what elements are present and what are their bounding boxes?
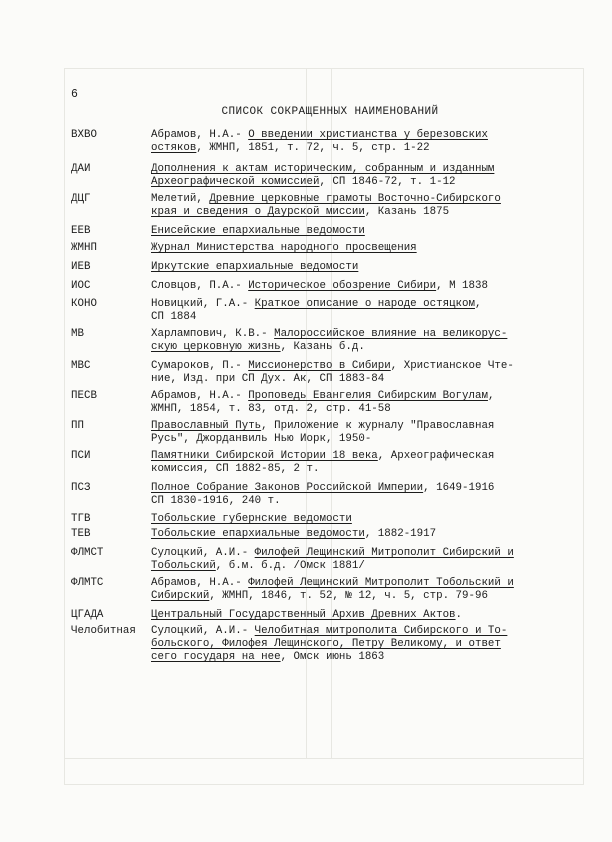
description-line [151,193,561,206]
citation-text: ние, Изд. при СП Дух. Ак, СП 1883-84 [151,373,385,385]
citation-text: . [455,609,463,621]
description-line [151,225,561,238]
description-line [151,433,561,446]
description-line [151,311,561,324]
abbreviation: МВС [71,360,91,372]
citation-text: Сулоцкий, А.И.- [151,547,255,559]
citation-text: Русь", Джорданвиль Нью Иорк, 1950- [151,433,372,445]
description-line [151,206,561,219]
abbreviation: ДЦГ [71,193,91,205]
citation-text: , СП 1846-72, т. 1-12 [319,176,456,188]
citation-text: , ЖМНП, 1851, т. 72, ч. 5, стр. 1-22 [196,142,430,154]
abbreviation: ФЛМСТ [71,547,104,559]
citation-text: , Казань б.д. [280,341,365,353]
abbreviation: ПСИ [71,450,91,462]
abbreviation-description [151,129,561,155]
description-line [151,373,561,386]
title-text: края и сведения о Даурской миссии [151,206,365,218]
abbreviation-description [151,547,561,573]
title-text: Центральный Государственный Архив Древних Актов [151,609,456,621]
citation-text: , Христианское Чте- [390,360,514,372]
description-line [151,638,561,651]
abbreviation-description [151,513,561,526]
description-line [151,547,561,560]
citation-text: комиссия, СП 1882-85, 2 т. [151,463,320,475]
title-text: Журнал Министерства народного просвещения [151,242,417,254]
citation-text: , ЖМНП, 1846, т. 52, № 12, ч. 5, стр. 79-96 [209,590,488,602]
description-line [151,450,561,463]
description-line [151,280,561,293]
abbreviation: ПЕСВ [71,390,97,402]
description-line [151,482,561,495]
abbreviation-description [151,163,561,189]
title-text: Тобольские губернские ведомости [151,513,352,525]
abbreviation: ИОС [71,280,91,292]
abbreviation: КОНО [71,298,97,310]
page-title: СПИСОК СОКРАЩЕННЫХ НАИМЕНОВАНИЙ [221,106,439,118]
title-text: О введении христианства у березовских [248,129,488,141]
title-text: больского, Филофея Лещинского, Петру Великому, и ответ [151,638,501,650]
page-number: 6 [71,88,78,101]
citation-text: СП 1830-1916, 240 т. [151,495,281,507]
abbreviation: ТЕВ [71,528,91,540]
abbreviation: ВХВО [71,129,97,141]
description-line [151,298,561,311]
abbreviation-description [151,390,561,416]
title-text: остяков [151,142,197,154]
abbreviation: ДАИ [71,163,91,175]
description-line [151,651,561,664]
title-text: Древние церковные грамоты Восточно-Сибирского [209,193,501,205]
abbreviation: ЖМНП [71,242,97,254]
citation-text: ЖМНП, 1854, т. 83, отд. 2, стр. 41-58 [151,403,391,415]
citation-text: , Приложение к журналу "Православная [261,420,495,432]
description-line [151,609,561,622]
title-text: Миссионерство в Сибири [248,360,391,372]
abbreviation-description [151,420,561,446]
citation-text: Абрамов, Н.А.- [151,577,249,589]
title-text: Православный Путь [151,420,262,432]
title-text: Проповедь Евангелия Сибирским Вогулам [248,390,488,402]
abbreviation-description [151,609,561,622]
abbreviation: МВ [71,328,84,340]
abbreviation-description [151,261,561,274]
description-line [151,403,561,416]
description-line [151,625,561,638]
title-text: Малороссийское влияние на великорус- [274,328,508,340]
description-line [151,560,561,573]
abbreviation-description [151,328,561,354]
title-text: Полное Собрание Законов Российской Империи [151,482,424,494]
description-line [151,142,561,155]
description-line [151,261,561,274]
title-text: Филофей Лещинский Митрополит Сибирский и [254,547,514,559]
citation-text: , б.м. б.д. /Омск 1881/ [215,560,365,572]
description-line [151,390,561,403]
citation-text: , 1882-1917 [364,528,437,540]
title-text: Сибирский [151,590,210,602]
title-text: Краткое описание о народе остяцком [254,298,475,310]
title-text: Тобольские епархиальные ведомости [151,528,365,540]
description-line [151,577,561,590]
citation-text: , Археографическая [377,450,495,462]
title-text: Тобольский [151,560,216,572]
abbreviation-description [151,193,561,219]
description-line [151,463,561,476]
abbreviation-description [151,298,561,324]
description-line [151,163,561,176]
abbreviation-description [151,528,561,541]
citation-text: , Омск июнь 1863 [280,651,385,663]
citation-text: Сумароков, П.- [151,360,249,372]
description-line [151,176,561,189]
abbreviation-description [151,280,561,293]
abbreviation-description [151,360,561,386]
description-line [151,513,561,526]
citation-text: , [474,298,482,310]
description-line [151,590,561,603]
citation-text: Сулоцкий, А.И.- [151,625,255,637]
citation-text: , [487,390,495,402]
abbreviation-description [151,482,561,508]
abbreviation-description [151,242,561,255]
abbreviation-description [151,625,561,664]
citation-text: , 1649-1916 [423,482,495,494]
title-text: Филофей Лещинский Митрополит Тобольский и [248,577,514,589]
title-text: Дополнения к актам историческим, собранным и изданным [151,163,495,175]
citation-text: Новицкий, Г.А.- [151,298,255,310]
description-line [151,328,561,341]
title-text: сего государя на нее [151,651,281,663]
title-text: скую церковную жизнь [151,341,281,353]
title-text: Историческое обозрение Сибири [248,280,437,292]
title-text: Археографической комиссией [151,176,320,188]
description-line [151,528,561,541]
citation-text: Мелетий, [151,193,210,205]
description-line [151,341,561,354]
abbreviation-description [151,450,561,476]
citation-text: , Казань 1875 [364,206,450,218]
citation-text: Харлампович, К.В.- [151,328,275,340]
citation-text: Словцов, П.А.- [151,280,249,292]
citation-text: Абрамов, Н.А.- [151,129,249,141]
citation-text: СП 1884 [151,311,197,323]
abbreviation: ПП [71,420,84,432]
citation-text: Абрамов, Н.А.- [151,390,249,402]
abbreviation: ИЕВ [71,261,91,273]
description-line [151,242,561,255]
title-text: Челобитная митрополита Сибирского и То- [254,625,508,637]
abbreviation: Челобитная [71,625,136,637]
citation-text: , М 1838 [436,280,488,292]
abbreviation: ЕЕВ [71,225,91,237]
description-line [151,129,561,142]
description-line [151,360,561,373]
title-text: Енисейские епархиальные ведомости [151,225,365,237]
abbreviation-description [151,225,561,238]
abbreviation: ПСЗ [71,482,91,494]
abbreviation: ЦГАДА [71,609,104,621]
description-line [151,420,561,433]
title-text: Иркутские епархиальные ведомости [151,261,359,273]
abbreviation: ФЛМТС [71,577,104,589]
abbreviation: ТГВ [71,513,91,525]
abbreviation-description [151,577,561,603]
title-text: Памятники Сибирской Истории 18 века [151,450,378,462]
description-line [151,495,561,508]
